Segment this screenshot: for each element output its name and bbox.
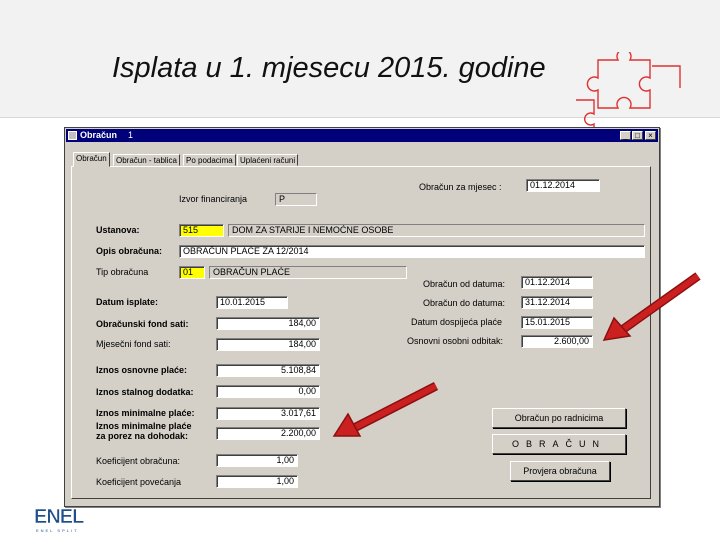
min-pay-field[interactable]: 3.017,61 (216, 407, 320, 420)
coef-field[interactable]: 1,00 (216, 454, 298, 467)
fixed-bonus-label: Iznos stalnog dodatka: (96, 387, 194, 397)
check-button[interactable]: Provjera obračuna (510, 461, 610, 481)
tab-obracun-tablica[interactable]: Obračun - tablica (113, 154, 180, 166)
type-code-field[interactable]: 01 (179, 266, 205, 279)
month-field[interactable]: 01.12.2014 (526, 179, 600, 192)
payout-date-label: Datum isplate: (96, 297, 159, 307)
slide-title: Isplata u 1. mjesecu 2015. godine (112, 52, 546, 84)
to-date-label: Obračun do datuma: (423, 298, 506, 308)
calculate-button[interactable]: OBRAČUN (492, 434, 626, 454)
min-pay-tax-field[interactable]: 2.200,00 (216, 427, 320, 440)
allowance-field[interactable]: 2.600,00 (521, 335, 593, 348)
minimize-button[interactable]: _ (620, 131, 631, 140)
institution-name-field: DOM ZA STARIJE I NEMOĆNE OSOBE (228, 224, 645, 237)
red-arrow-icon (330, 378, 450, 442)
app-icon (68, 131, 77, 140)
type-label: Tip obračuna (96, 267, 149, 277)
maximize-button[interactable]: □ (632, 131, 643, 140)
hours-fund-label: Obračunski fond sati: (96, 319, 189, 329)
to-date-field[interactable]: 31.12.2014 (521, 296, 593, 309)
window-title: Obračun (80, 130, 118, 140)
financing-label: Izvor financiranja (179, 194, 248, 204)
logo-subtext: ENEL SPLIT (36, 528, 79, 533)
by-employee-button[interactable]: Obračun po radnicima (492, 408, 626, 428)
due-date-field[interactable]: 15.01.2015 (521, 316, 593, 329)
description-field[interactable]: OBRAČUN PLAĆE ZA 12/2014 (179, 245, 645, 258)
red-arrow-icon (600, 268, 710, 348)
due-date-label: Datum dospijeća plaće (411, 317, 503, 327)
tab-obracun[interactable]: Obračun (73, 152, 110, 167)
puzzle-decoration-icon (568, 52, 698, 132)
increase-coef-label: Koeficijent povećanja (96, 477, 182, 487)
close-button[interactable]: × (645, 131, 656, 140)
base-pay-field[interactable]: 5.108,84 (216, 364, 320, 377)
increase-coef-field[interactable]: 1,00 (216, 475, 298, 488)
min-pay-label: Iznos minimalne plaće: (96, 408, 195, 418)
fixed-bonus-field[interactable]: 0,00 (216, 385, 320, 398)
window-title-bar[interactable] (66, 129, 658, 142)
obracun-window (64, 127, 660, 507)
monthly-hours-label: Mjesečni fond sati: (96, 339, 171, 349)
monthly-hours-field[interactable]: 184,00 (216, 338, 320, 351)
window-number: 1 (128, 130, 134, 140)
enel-logo-icon (34, 503, 94, 533)
tab-uplaceni-racuni[interactable]: Uplaćeni računi (237, 154, 298, 166)
min-pay-tax-label-2: za porez na dohodak: (96, 431, 189, 441)
institution-label: Ustanova: (96, 225, 140, 235)
financing-field: P (275, 193, 317, 206)
allowance-label: Osnovni osobni odbitak: (407, 336, 504, 346)
base-pay-label: Iznos osnovne plaće: (96, 365, 188, 375)
payout-date-field[interactable]: 10.01.2015 (216, 296, 288, 309)
min-pay-tax-label-1: Iznos minimalne plaće (96, 421, 192, 431)
from-date-field[interactable]: 01.12.2014 (521, 276, 593, 289)
logo-text: ENEL (34, 506, 84, 528)
tab-po-podacima[interactable]: Po podacima (183, 154, 236, 166)
institution-code-field[interactable]: 515 (179, 224, 224, 237)
coef-label: Koeficijent obračuna: (96, 456, 181, 466)
from-date-label: Obračun od datuma: (423, 279, 506, 289)
hours-fund-field[interactable]: 184,00 (216, 317, 320, 330)
month-label: Obračun za mjesec : (419, 182, 502, 192)
description-label: Opis obračuna: (96, 246, 163, 256)
type-name-field: OBRAČUN PLAĆE (209, 266, 407, 279)
